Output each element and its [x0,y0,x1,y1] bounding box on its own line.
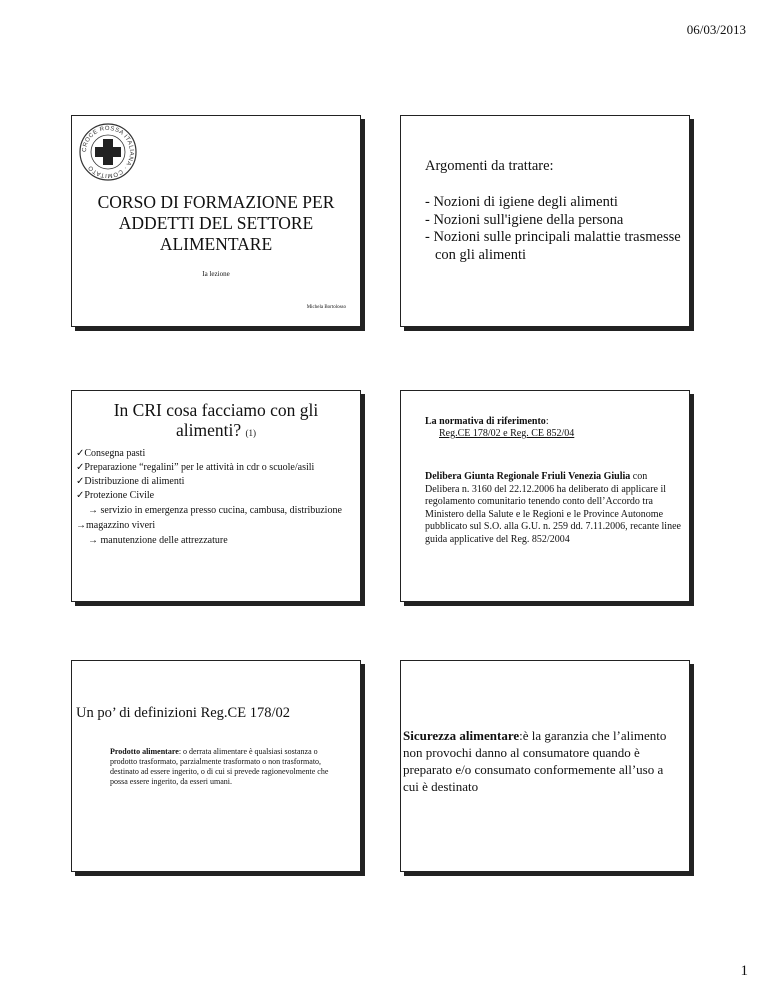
slide-heading: Un po’ di definizioni Reg.CE 178/02 [76,705,290,721]
regulation-reference: Reg.CE 178/02 e Reg. CE 852/04 [439,428,575,439]
list-item: ✓Protezione Civile [76,490,155,501]
slide-heading: In CRI cosa facciamo con gli alimenti? (1) [113,400,319,440]
list-item: ✓Distribuzione di alimenti [76,476,185,487]
sub-item: → servizio in emergenza presso cucina, cambusa, distribuzione [88,505,342,516]
author-name: Michela Bortolosso [306,305,346,310]
topics-heading: Argomenti da trattare: [425,158,554,174]
slide-regulations [400,390,690,602]
page-number: 1 [740,963,748,979]
slide-definitions [71,660,361,872]
list-item: - Nozioni di igiene degli alimenti [425,194,618,210]
sub-item: → manutenzione delle attrezzature [88,535,228,546]
activities-list [76,447,354,547]
header-date: 06/03/2013 [686,22,746,37]
list-item: ✓Consegna pasti [76,448,146,459]
delibera-paragraph: Delibera Giunta Regionale Friuli Venezia Giulia con Delibera n. 3160 del 22.12.2006 ha deliberato di applicare il regolamento comunitario tenendo conto dell’Accordo tra Ministero della Salute e le Regioni e le Province Autonome pubblicato sul S.O. alla G.U. n. 259 dd. 7.11.2006, recante linee guida applicative del Reg. 852/2004 [425,471,681,545]
svg-text:CROCE ROSSA ITALIANA · COMITAT: CROCE ROSSA ITALIANA · COMITATO [81,125,135,179]
check-icon: ✓ [76,490,85,501]
sub-item: →magazzino viveri [76,520,156,531]
slide-cri-activities [71,390,361,602]
slide-topics [400,115,690,327]
check-icon: ✓ [76,448,85,459]
check-icon: ✓ [76,462,85,473]
definition-paragraph: Sicurezza alimentare:è la garanzia che l’alimento non provochi danno al consumatore quando è preparato e/o consumato conformemente all’uso a cui è destinato [403,728,667,794]
slide-food-safety [400,660,690,872]
list-item: - Nozioni sulle principali malattie trasmesse con gli alimenti [425,229,681,263]
topics-list [425,194,683,264]
red-cross-logo-icon [78,122,138,182]
slide-title-text: CORSO DI FORMAZIONE PER ADDETTI DEL SETTORE ALIMENTARE [97,192,335,254]
regulation-heading: La normativa di riferimento: Reg.CE 178/02 e Reg. CE 852/04 [425,416,575,439]
definition-paragraph: Prodotto alimentare: o derrata alimentare è qualsiasi sostanza o prodotto trasformato, parzialmente trasformato o non trasformato, destinato ad essere ingerito, o di cui si prevede ragionevolmente che possa essere ingerito, da esseri umani. [110,747,329,786]
slide-title [71,115,361,327]
list-item: - Nozioni sull'igiene della persona [425,211,624,228]
list-item: ✓Preparazione “regalini” per le attività in cdr o scuole/asili [76,462,315,473]
check-icon: ✓ [76,476,85,487]
lesson-label: Ia lezione [202,270,230,278]
